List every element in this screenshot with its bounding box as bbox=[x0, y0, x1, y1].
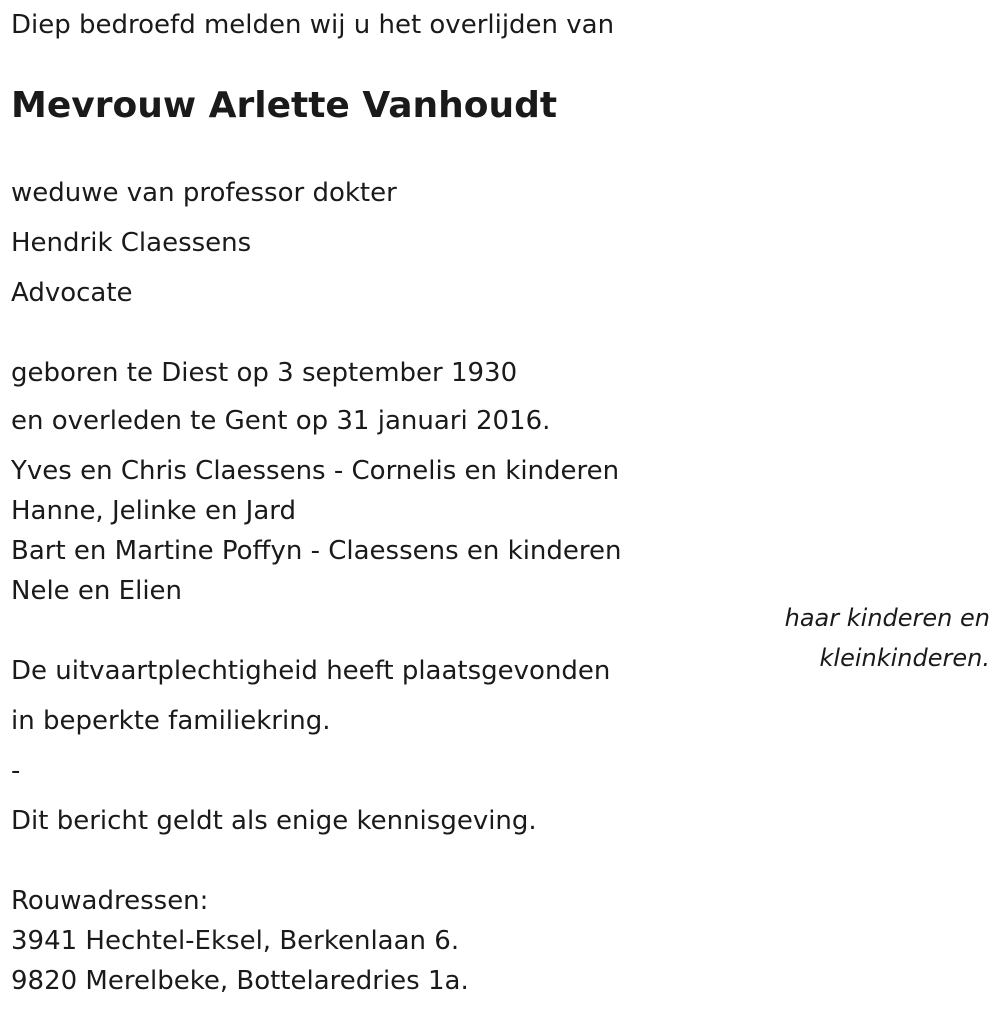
birth-text: geboren te Diest op 3 september 1930 bbox=[11, 358, 518, 388]
description-line-widow: weduwe van professor dokter bbox=[11, 178, 397, 208]
funeral-line-2: in beperkte familiekring. bbox=[11, 706, 331, 736]
address-line-2: 9820 Merelbeke, Bottelaredries 1a. bbox=[11, 966, 469, 996]
description-line-profession: Advocate bbox=[11, 278, 133, 308]
addresses-label: Rouwadressen: bbox=[11, 886, 209, 916]
family-line-4: Nele en Elien bbox=[11, 576, 183, 606]
notice-text: Dit bericht geldt als enige kennisgeving. bbox=[11, 806, 537, 836]
deceased-name: Mevrouw Arlette Vanhoudt bbox=[11, 85, 558, 126]
address-line-1: 3941 Hechtel-Eksel, Berkenlaan 6. bbox=[11, 926, 460, 956]
intro-text: Diep bedroefd melden wij u het overlijden van bbox=[11, 10, 615, 40]
family-caption bbox=[785, 598, 990, 678]
family-line-1: Yves en Chris Claessens - Cornelis en kinderen bbox=[11, 456, 620, 486]
description-line-husband: Hendrik Claessens bbox=[11, 228, 252, 258]
family-caption-line-2: kleinkinderen. bbox=[819, 644, 990, 672]
funeral-line-1: De uitvaartplechtigheid heeft plaatsgevonden bbox=[11, 656, 611, 686]
family-caption-line-1: haar kinderen en bbox=[784, 604, 990, 632]
family-line-3: Bart en Martine Poffyn - Claessens en kinderen bbox=[11, 536, 622, 566]
separator-dash: - bbox=[11, 756, 21, 786]
family-line-2: Hanne, Jelinke en Jard bbox=[11, 496, 297, 526]
death-text: en overleden te Gent op 31 januari 2016. bbox=[11, 406, 551, 436]
